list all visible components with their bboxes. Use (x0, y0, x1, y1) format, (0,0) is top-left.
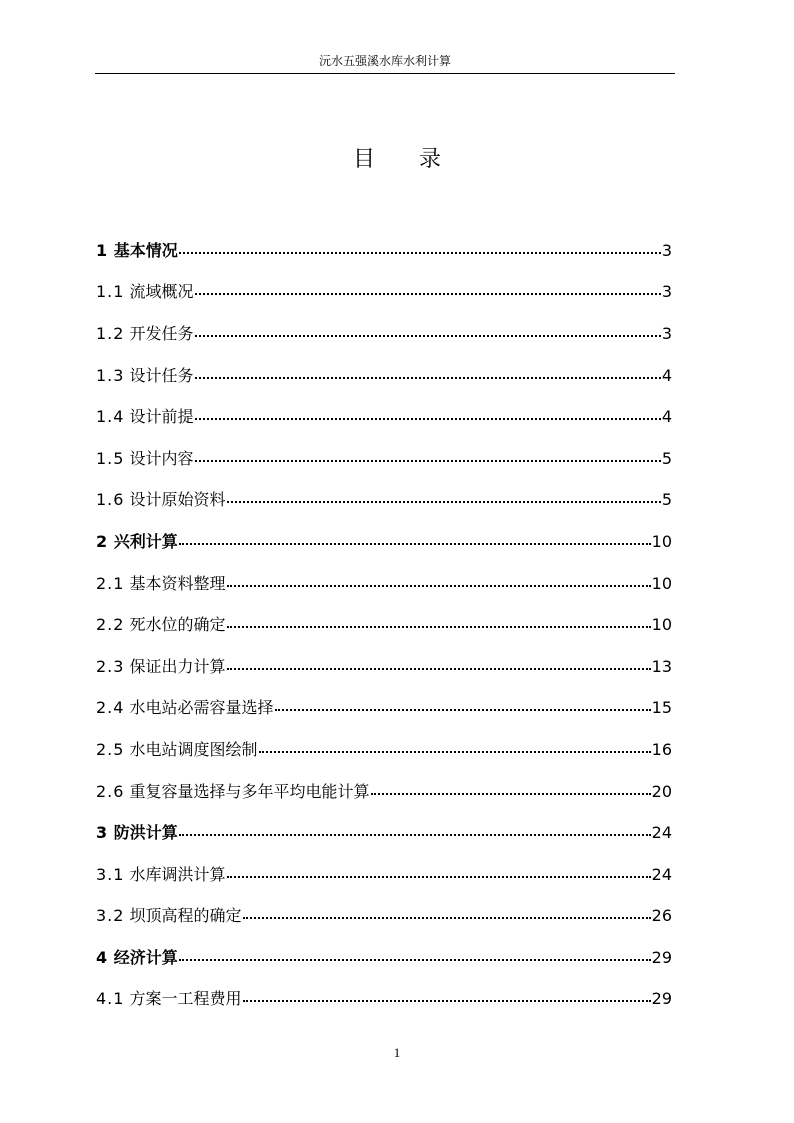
toc-entry[interactable] (96, 313, 672, 355)
toc-entry[interactable] (96, 521, 672, 563)
toc-entry-title: 防洪计算 (113, 823, 178, 843)
toc-entry-number: 2.4 (96, 698, 125, 718)
toc-entry-title: 流域概况 (129, 282, 194, 302)
toc-dot-leader (195, 282, 661, 302)
toc-entry-title: 水库调洪计算 (129, 864, 226, 884)
toc-entry-label (96, 948, 178, 968)
toc-entry-label (96, 698, 274, 718)
toc-entry-number: 1.3 (96, 365, 125, 385)
toc-entry[interactable] (96, 812, 672, 854)
toc-entry-number: 4 (96, 947, 109, 967)
toc-dot-leader (179, 532, 651, 552)
toc-entry-page-number: 5 (661, 448, 672, 468)
toc-dot-leader (179, 948, 651, 968)
toc-entry-title: 保证出力计算 (129, 656, 226, 676)
toc-entry-title: 重复容量选择与多年平均电能计算 (129, 781, 370, 801)
toc-entry-label (96, 282, 194, 302)
header-rule (95, 73, 675, 74)
toc-entry-page-number: 3 (661, 240, 672, 260)
toc-entry-label (96, 490, 226, 510)
toc-entry[interactable] (96, 896, 672, 938)
toc-entry-page-number: 4 (661, 365, 672, 385)
toc-entry-page-number: 3 (661, 282, 672, 302)
toc-entry-label (96, 989, 242, 1009)
toc-entry[interactable] (96, 729, 672, 771)
toc-dot-leader (195, 449, 661, 469)
toc-dot-leader (243, 989, 651, 1009)
toc-title: 目录 (352, 147, 485, 172)
toc-dot-leader (195, 324, 661, 344)
toc-dot-leader (243, 906, 651, 926)
toc-dot-leader (371, 782, 651, 802)
toc-entry[interactable] (96, 937, 672, 979)
toc-entry-title: 设计前提 (129, 407, 194, 427)
toc-entry-label (96, 615, 226, 635)
toc-entry[interactable] (96, 438, 672, 480)
toc-entry-title: 基本情况 (113, 240, 178, 260)
table-of-contents (96, 230, 672, 1020)
toc-entry-number: 3 (96, 823, 109, 843)
toc-dot-leader (227, 615, 651, 635)
toc-dot-leader (179, 823, 651, 843)
toc-entry-page-number: 4 (661, 407, 672, 427)
toc-entry-title: 基本资料整理 (129, 573, 226, 593)
toc-entry-label (96, 906, 242, 926)
toc-dot-leader (227, 657, 651, 677)
toc-entry[interactable] (96, 688, 672, 730)
toc-entry-page-number: 24 (651, 823, 672, 843)
toc-entry-label (96, 241, 178, 261)
toc-entry-label (96, 782, 370, 802)
toc-entry-number: 2 (96, 531, 109, 551)
toc-entry-label (96, 657, 226, 677)
toc-entry-page-number: 3 (661, 323, 672, 343)
toc-entry-page-number: 29 (651, 989, 672, 1009)
toc-entry-number: 1.2 (96, 323, 125, 343)
toc-entry-number: 2.1 (96, 573, 125, 593)
toc-entry-label (96, 823, 178, 843)
running-header: 沅水五强溪水库水利计算 (318, 54, 451, 68)
toc-entry-label (96, 407, 194, 427)
toc-entry-number: 1.6 (96, 490, 125, 510)
toc-entry-number: 1 (96, 240, 109, 260)
toc-dot-leader (227, 490, 661, 510)
toc-entry-title: 兴利计算 (113, 531, 178, 551)
toc-entry-page-number: 13 (651, 656, 672, 676)
toc-entry[interactable] (96, 396, 672, 438)
toc-entry-title: 设计内容 (129, 448, 194, 468)
toc-entry-number: 3.2 (96, 906, 125, 926)
toc-entry-title: 设计原始资料 (129, 490, 226, 510)
toc-entry[interactable] (96, 272, 672, 314)
toc-entry-title: 设计任务 (129, 365, 194, 385)
toc-dot-leader (227, 574, 651, 594)
toc-entry-label (96, 865, 226, 885)
toc-dot-leader (227, 865, 651, 885)
toc-entry-number: 2.3 (96, 656, 125, 676)
toc-entry-title: 开发任务 (129, 323, 194, 343)
toc-entry[interactable] (96, 480, 672, 522)
toc-dot-leader (259, 740, 651, 760)
toc-entry[interactable] (96, 230, 672, 272)
toc-entry-number: 2.2 (96, 615, 125, 635)
toc-dot-leader (179, 241, 661, 261)
toc-entry-page-number: 29 (651, 947, 672, 967)
toc-entry[interactable] (96, 604, 672, 646)
toc-entry[interactable] (96, 979, 672, 1021)
toc-entry-title: 水电站必需容量选择 (129, 698, 274, 718)
toc-entry-title: 方案一工程费用 (129, 989, 242, 1009)
toc-dot-leader (195, 366, 661, 386)
toc-dot-leader (275, 698, 651, 718)
toc-entry-label (96, 574, 226, 594)
toc-entry-page-number: 26 (651, 906, 672, 926)
toc-entry[interactable] (96, 355, 672, 397)
page-number: 1 (393, 1045, 401, 1060)
toc-entry-number: 2.6 (96, 781, 125, 801)
toc-entry-number: 3.1 (96, 864, 125, 884)
toc-dot-leader (195, 407, 661, 427)
toc-entry-page-number: 20 (651, 781, 672, 801)
toc-entry-number: 1.1 (96, 282, 125, 302)
toc-entry-title: 坝顶高程的确定 (129, 906, 242, 926)
toc-entry-page-number: 10 (651, 573, 672, 593)
toc-entry[interactable] (96, 563, 672, 605)
toc-entry[interactable] (96, 854, 672, 896)
toc-entry-title: 经济计算 (113, 947, 178, 967)
toc-entry-page-number: 10 (651, 531, 672, 551)
toc-entry-number: 4.1 (96, 989, 125, 1009)
toc-entry-label (96, 324, 194, 344)
toc-entry-title: 水电站调度图绘制 (129, 739, 258, 759)
toc-entry-label (96, 449, 194, 469)
toc-entry-number: 1.5 (96, 448, 125, 468)
toc-entry-number: 1.4 (96, 407, 125, 427)
toc-entry-title: 死水位的确定 (129, 615, 226, 635)
toc-entry[interactable] (96, 771, 672, 813)
toc-entry-page-number: 5 (661, 490, 672, 510)
toc-entry-label (96, 532, 178, 552)
toc-entry-page-number: 24 (651, 864, 672, 884)
toc-entry-page-number: 15 (651, 698, 672, 718)
toc-entry-label (96, 740, 258, 760)
toc-entry-page-number: 10 (651, 615, 672, 635)
toc-entry[interactable] (96, 646, 672, 688)
toc-entry-page-number: 16 (651, 739, 672, 759)
toc-entry-number: 2.5 (96, 739, 125, 759)
toc-entry-label (96, 366, 194, 386)
